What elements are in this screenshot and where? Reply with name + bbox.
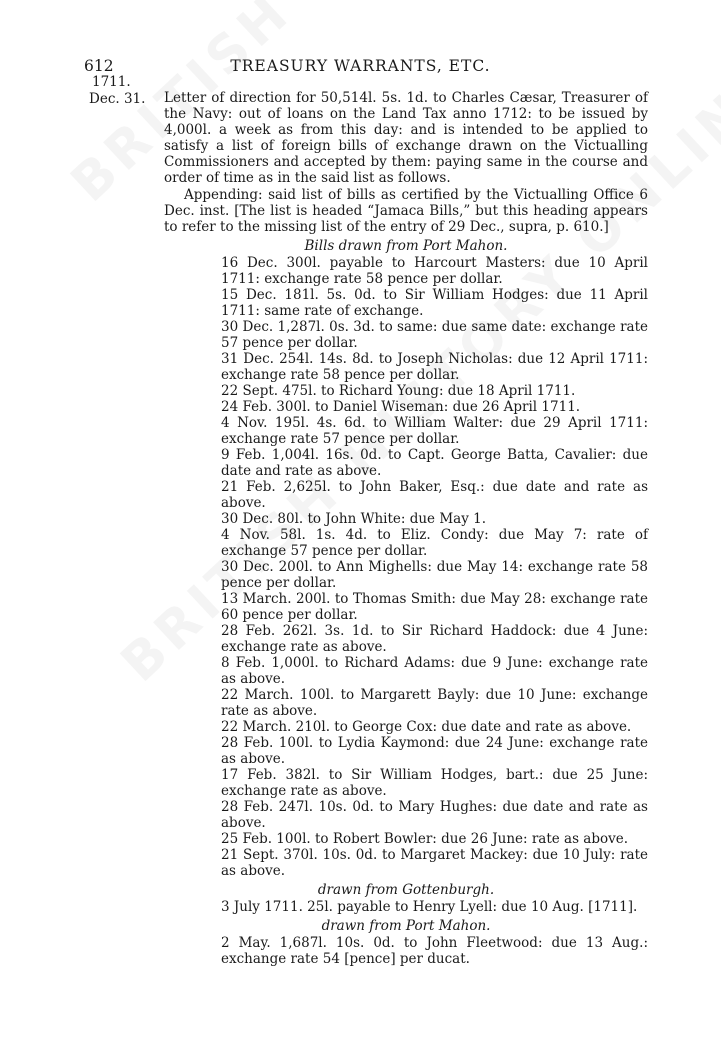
bill-entry: 9 Feb. 1,004l. 16s. 0d. to Capt. George Batta, Cavalier: due date and rate as above. — [221, 447, 648, 479]
bill-entry: 22 March. 100l. to Margarett Bayly: due 10 June: exchange rate as above. — [221, 687, 648, 719]
bill-entry: 24 Feb. 300l. to Daniel Wiseman: due 26 April 1711. — [221, 399, 581, 415]
bill-entry: 28 Feb. 262l. 3s. 1d. to Sir Richard Haddock: due 4 June: exchange rate as above. — [221, 623, 648, 655]
bill-entry: 4 Nov. 195l. 4s. 6d. to William Walter: due 29 April 1711: exchange rate 57 pence per dollar. — [221, 415, 648, 447]
bill-entry: 21 Feb. 2,625l. to John Baker, Esq.: due date and rate as above. — [221, 479, 648, 511]
section-heading: drawn from Port Mahon. — [321, 918, 491, 934]
bill-entry: 30 Dec. 80l. to John White: due May 1. — [221, 511, 486, 527]
section-heading: drawn from Gottenburgh. — [317, 882, 495, 898]
bill-list — [207, 935, 648, 967]
bill-entry: 13 March. 200l. to Thomas Smith: due May 28: exchange rate 60 pence per dollar. — [221, 591, 648, 623]
bill-entry: 30 Dec. 1,287l. 0s. 3d. to same: due same date: exchange rate 57 pence per dollar. — [221, 319, 648, 351]
bill-entry: 3 July 1711. 25l. payable to Henry Lyell: due 10 Aug. [1711]. — [221, 899, 638, 915]
appending-paragraph: Appending: said list of bills as certified by the Victualling Office 6 Dec. inst. [The list is headed “Jamaca Bills,” but this heading appears to refer to the missing list of the entry of 29 Dec., supra, p. 610.] — [164, 187, 648, 235]
running-title: TREASURY WARRANTS, ETC. — [230, 57, 491, 75]
bill-entry: 25 Feb. 100l. to Robert Bowler: due 26 June: rate as above. — [221, 831, 629, 847]
main-text — [164, 90, 648, 967]
bill-list — [207, 255, 648, 879]
bill-entry: 28 Feb. 247l. 10s. 0d. to Mary Hughes: due date and rate as above. — [221, 799, 648, 831]
bill-entry: 17 Feb. 382l. to Sir William Hodges, bart.: due 25 June: exchange rate as above. — [221, 767, 648, 799]
page-number: 612 — [84, 57, 114, 75]
margin-date: Dec. 31. — [89, 91, 146, 107]
bill-entry: 22 March. 210l. to George Cox: due date and rate as above. — [221, 719, 632, 735]
letter-paragraph: Letter of direction for 50,514l. 5s. 1d. to Charles Cæsar, Treasurer of the Navy: out of loans on the Land Tax anno 1712: to be issued by 4,000l. a week as from this day: and is intended to be applied to satisfy a list of foreign bills of exchange drawn on the Victualling Commissioners and accepted by them: paying same in the course and order of time as in the said list as follows. — [164, 90, 648, 186]
bill-entry: 30 Dec. 200l. to Ann Mighells: due May 14: exchange rate 58 pence per dollar. — [221, 559, 648, 591]
bill-entry: 31 Dec. 254l. 14s. 8d. to Joseph Nicholas: due 12 April 1711: exchange rate 58 pence per dollar. — [221, 351, 648, 383]
bill-entry: 22 Sept. 475l. to Richard Young: due 18 April 1711. — [221, 383, 576, 399]
margin-year: 1711. — [92, 74, 131, 90]
bill-entry: 4 Nov. 58l. 1s. 4d. to Eliz. Condy: due May 7: rate of exchange 57 pence per dollar. — [221, 527, 648, 559]
section-heading: Bills drawn from Port Mahon. — [304, 238, 508, 254]
bill-list — [207, 899, 648, 915]
bill-entry: 21 Sept. 370l. 10s. 0d. to Margaret Mackey: due 10 July: rate as above. — [221, 847, 648, 879]
bill-entry: 15 Dec. 181l. 5s. 0d. to Sir William Hodges: due 11 April 1711: same rate of exchange. — [221, 287, 648, 319]
bill-entry: 28 Feb. 100l. to Lydia Kaymond: due 24 June: exchange rate as above. — [221, 735, 648, 767]
bill-entry: 2 May. 1,687l. 10s. 0d. to John Fleetwood: due 13 Aug.: exchange rate 54 [pence] per ducat. — [221, 935, 648, 967]
bill-entry: 16 Dec. 300l. payable to Harcourt Masters: due 10 April 1711: exchange rate 58 pence per dollar. — [221, 255, 648, 287]
bill-entry: 8 Feb. 1,000l. to Richard Adams: due 9 June: exchange rate as above. — [221, 655, 648, 687]
